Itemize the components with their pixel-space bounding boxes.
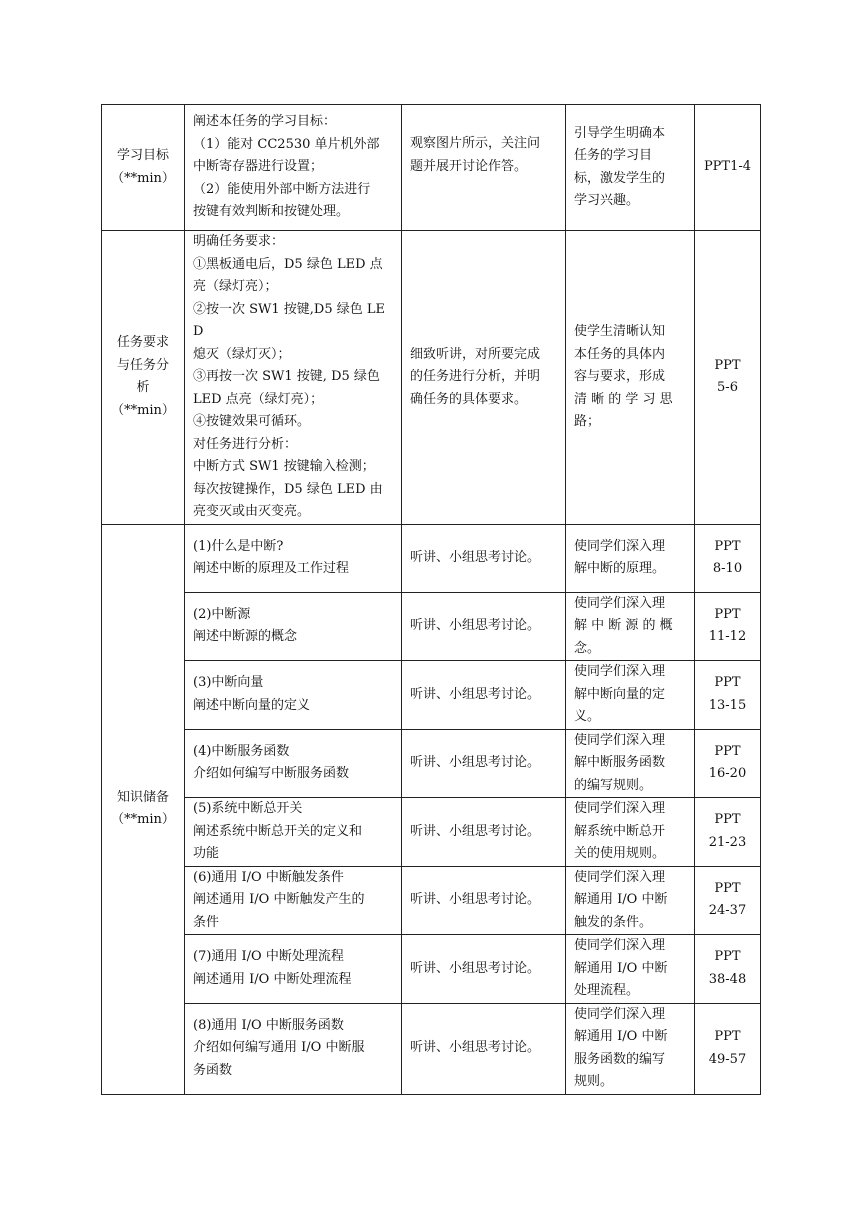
content-line: 明确任务要求： [193,234,285,249]
activity-cell [402,935,566,1004]
purpose-line: 解系统中断总开 [574,823,666,839]
purpose-line: 解通用 I/O 中断 [574,1029,668,1044]
purpose-line: 解 中 断 源 的 概 [574,618,673,633]
content-cell [185,661,402,730]
purpose-line: 使同学们深入理 [574,801,666,816]
content-line: (6)通用 I/O 中断触发条件 [193,869,344,885]
content-line: ③再按一次 SW1 按键, D5 绿色 [193,369,380,384]
content-line: (2)中断源 [193,606,251,622]
purpose-line: 的编写规则。 [574,777,653,793]
ppt-line: PPT [714,538,741,554]
ppt-line: 38-48 [708,971,747,987]
ppt-cell [695,524,761,592]
ppt-line: PPT [714,880,741,896]
purpose-line: 使同学们深入理 [574,538,666,554]
activity-cell [402,592,566,661]
content-cell [185,1003,402,1094]
content-line: 介绍如何编写中断服务函数 [193,766,350,782]
content-cell [185,231,402,525]
activity-line: 听讲、小组思考讨论。 [410,755,541,770]
purpose-line: 清 晰 的 学 习 思 [574,391,673,407]
stage-line: （**min） [111,812,175,827]
content-line: 亮（绿灯亮）； [193,279,278,294]
content-line: 阐述中断源的概念 [193,629,298,645]
activity-line: 听讲、小组思考讨论。 [410,960,541,976]
table-row-knowledge-item [102,1003,761,1094]
content-cell [185,729,402,798]
activity-line: 观察图片所示，关注问 [410,136,541,151]
stage-line: （**min） [111,170,175,186]
content-line: (5)系统中断总开关 [193,801,303,816]
ppt-cell [695,661,761,730]
content-line: (1)什么是中断? [193,538,284,554]
stage-cell [102,105,185,231]
lesson-plan-table [101,104,761,1095]
stage-line: 学习目标 [116,148,169,163]
content-line: 每次按键操作，D5 绿色 LED 由 [193,481,383,497]
table-row-knowledge-item [102,524,761,592]
content-line: 阐述通用 I/O 中断触发产生的 [193,892,365,907]
table-row-task-requirements [102,231,761,525]
content-line: 阐述本任务的学习目标： [193,114,337,130]
purpose-line: 标，激发学生的 [574,170,666,186]
table-row-knowledge-item [102,866,761,935]
activity-line: 的任务进行分析，并明 [410,369,541,384]
table-row-knowledge-item [102,592,761,661]
stage-line: 知识储备 [116,789,169,805]
ppt-line: 8-10 [712,561,743,576]
purpose-cell [566,524,695,592]
stage-line: （**min） [111,402,175,418]
purpose-line: 关的使用规则。 [574,846,666,861]
content-line: ①黑板通电后，D5 绿色 LED 点 [193,256,383,272]
ppt-cell [695,105,761,231]
purpose-line: 使同学们深入理 [574,938,666,953]
activity-cell [402,661,566,730]
content-line: 亮变灭或由灭变亮。 [193,504,311,519]
ppt-line: 49-57 [708,1051,747,1067]
purpose-cell [566,661,695,730]
purpose-cell [566,935,695,1004]
activity-line: 细致听讲，对所要完成 [410,346,541,362]
activity-line: 题并展开讨论作答。 [410,158,528,174]
ppt-cell [695,231,761,525]
activity-line: 确任务的具体要求。 [410,391,528,407]
purpose-line: 引导学生明确本 [574,125,666,141]
purpose-line: 使学生清晰认知 [574,324,666,339]
purpose-line: 解通用 I/O 中断 [574,892,668,907]
content-line: （2）能使用外部中断方法进行 [193,181,371,197]
content-line: 阐述通用 I/O 中断处理流程 [193,971,352,987]
content-cell [185,798,402,867]
purpose-line: 使同学们深入理 [574,869,666,885]
purpose-line: 学习兴趣。 [574,193,640,208]
purpose-line: 解中断的原理。 [574,561,666,576]
content-line: 条件 [193,914,220,930]
activity-cell [402,524,566,592]
content-line: (7)通用 I/O 中断处理流程 [193,949,344,965]
activity-line: 听讲、小组思考讨论。 [410,686,541,702]
purpose-cell [566,798,695,867]
ppt-line: 21-23 [708,834,747,850]
purpose-cell [566,729,695,798]
content-line: 介绍如何编写通用 I/O 中断服 [193,1040,365,1056]
purpose-line: 规则。 [574,1074,614,1089]
activity-line: 听讲、小组思考讨论。 [410,892,541,907]
purpose-cell [566,105,695,231]
stage-line: 任务要求 [116,335,169,351]
purpose-line: 解中断服务函数 [574,755,666,770]
content-cell [185,935,402,1004]
content-cell [185,524,402,592]
content-cell [185,105,402,231]
content-cell [185,592,402,661]
ppt-line: 13-15 [708,697,747,713]
purpose-line: 使同学们深入理 [574,732,666,748]
content-line: ④按键效果可循环。 [193,414,311,429]
activity-cell [402,798,566,867]
purpose-line: 使同学们深入理 [574,595,666,611]
content-line: LED 点亮（绿灯亮）； [193,391,324,407]
ppt-line: PPT [714,675,741,691]
ppt-cell [695,866,761,935]
purpose-line: 解中断向量的定 [574,686,666,702]
purpose-cell [566,1003,695,1094]
purpose-line: 处理流程。 [574,983,640,998]
ppt-line: 11-12 [708,629,747,645]
ppt-line: PPT [714,743,741,759]
ppt-line: 16-20 [708,766,747,782]
ppt-line: PPT [714,1029,741,1044]
ppt-cell [695,935,761,1004]
ppt-line: 5-6 [717,380,738,396]
ppt-line: PPT [714,812,741,828]
ppt-line: PPT [714,357,741,373]
activity-line: 听讲、小组思考讨论。 [410,549,541,565]
ppt-cell [695,729,761,798]
stage-cell [102,231,185,525]
table-row-knowledge-item [102,661,761,730]
purpose-line: 路； [574,414,601,429]
activity-cell [402,105,566,231]
purpose-line: 使同学们深入理 [574,1006,666,1022]
table-row-objectives [102,105,761,231]
content-line: 阐述中断的原理及工作过程 [193,561,350,576]
content-line: 对任务进行分析： [193,436,298,452]
purpose-line: 容与要求，形成 [574,369,666,384]
ppt-cell [695,1003,761,1094]
content-line: (3)中断向量 [193,675,264,691]
content-line: （1）能对 CC2530 单片机外部 [193,136,380,152]
content-cell [185,866,402,935]
ppt-line: PPT [714,606,741,622]
content-line: 按键有效判断和按键处理。 [193,204,350,220]
purpose-line: 本任务的具体内 [574,346,666,362]
content-line: ②按一次 SW1 按键,D5 绿色 LED [193,301,386,339]
content-line: (8)通用 I/O 中断服务函数 [193,1017,344,1033]
stage-line: 与任务分 [116,357,169,373]
table-row-knowledge-item [102,935,761,1004]
lesson-plan-body [102,105,761,1095]
content-line: (4)中断服务函数 [193,743,290,759]
ppt-line: PPT1-4 [703,159,752,175]
purpose-line: 使同学们深入理 [574,664,666,679]
activity-line: 听讲、小组思考讨论。 [410,1040,541,1056]
purpose-line: 触发的条件。 [574,914,653,930]
table-row-knowledge-item [102,729,761,798]
content-line: 阐述系统中断总开关的定义和 [193,823,363,839]
activity-cell [402,231,566,525]
purpose-line: 念。 [574,640,601,656]
ppt-cell [695,798,761,867]
purpose-line: 义。 [574,709,601,724]
content-line: 阐述中断向量的定义 [193,697,311,713]
purpose-cell [566,231,695,525]
purpose-line: 解通用 I/O 中断 [574,960,668,976]
ppt-line: 24-37 [708,903,747,919]
content-line: 务函数 [193,1062,233,1078]
purpose-cell [566,866,695,935]
stage-line: 析 [136,380,150,396]
activity-cell [402,1003,566,1094]
ppt-cell [695,592,761,661]
purpose-line: 服务函数的编写 [574,1051,666,1067]
content-line: 功能 [193,846,220,861]
purpose-line: 任务的学习目 [574,148,653,163]
activity-line: 听讲、小组思考讨论。 [410,823,541,839]
content-line: 熄灭（绿灯灭）； [193,346,291,362]
stage-cell [102,524,185,1094]
ppt-line: PPT [714,949,741,965]
activity-line: 听讲、小组思考讨论。 [410,618,541,633]
table-row-knowledge-item [102,798,761,867]
purpose-cell [566,592,695,661]
activity-cell [402,729,566,798]
activity-cell [402,866,566,935]
content-line: 中断寄存器进行设置； [193,159,324,175]
content-line: 中断方式 SW1 按键输入检测； [193,459,375,474]
